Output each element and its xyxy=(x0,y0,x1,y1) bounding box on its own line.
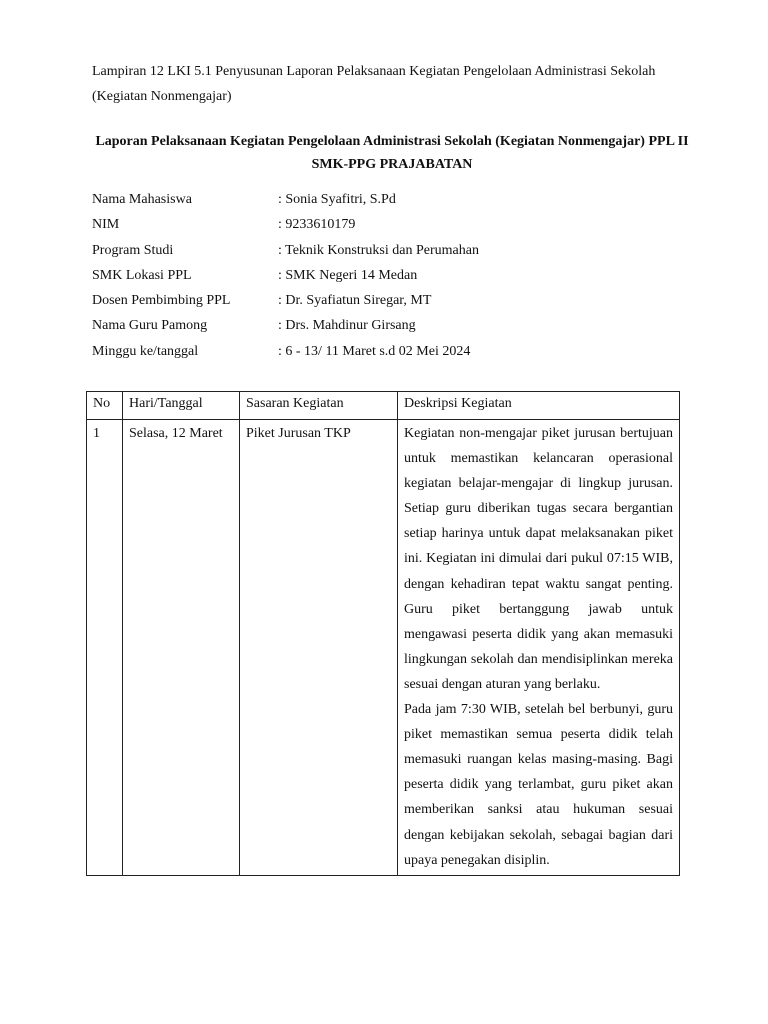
info-value: : SMK Negeri 14 Medan xyxy=(278,267,418,283)
cell-day: Selasa, 12 Maret xyxy=(123,420,240,876)
info-label: NIM xyxy=(92,217,120,233)
activity-table xyxy=(86,391,680,876)
info-row-nim xyxy=(92,212,692,237)
info-label: Program Studi xyxy=(92,242,174,258)
info-value: : 9233610179 xyxy=(278,217,356,233)
info-row-smk-lokasi xyxy=(92,263,692,288)
cell-description xyxy=(398,420,680,876)
description-paragraph: Kegiatan non-mengajar piket jurusan bertujuan untuk memastikan kelancaran operasional kegiatan belajar-mengajar di lingkup jurusan. Setiap guru diberikan tugas secara bergantian setiap harinya untuk dapat melaksanakan piket ini. Kegiatan ini dimulai dari pukul 07:15 WIB, dengan kehadiran tepat waktu sangat penting. Guru piket bertanggung jawab untuk mengawasi peserta didik yang akan memasuki lingkungan sekolah dan mendisiplinkan mereka sesuai dengan aturan yang berlaku. xyxy=(404,426,673,692)
report-title: Laporan Pelaksanaan Kegiatan Pengelolaan Administrasi Sekolah (Kegiatan Nonmengajar) PPL II SMK-PPG PRAJABATAN xyxy=(95,134,689,172)
info-label: Nama Guru Pamong xyxy=(92,318,208,334)
table-header-row xyxy=(87,392,680,420)
description-paragraph: Pada jam 7:30 WIB, setelah bel berbunyi, guru piket memastikan semua peserta didik telah memasuki ruangan kelas masing-masing. Bagi peserta didik yang terlambat, guru piket akan memberikan sanksi atau hukuman sesuai dengan kebijakan sekolah, sebagai bagian dari upaya penegakan disiplin. xyxy=(404,702,673,868)
info-label: SMK Lokasi PPL xyxy=(92,267,192,283)
column-header-deskripsi: Deskripsi Kegiatan xyxy=(398,392,680,420)
info-value: : Dr. Syafiatun Siregar, MT xyxy=(278,293,432,309)
info-label: Nama Mahasiswa xyxy=(92,192,192,207)
column-header-hari-tanggal: Hari/Tanggal xyxy=(123,392,240,420)
table-row xyxy=(87,420,680,876)
info-row-guru-pamong xyxy=(92,313,692,338)
info-value: : Sonia Syafitri, S.Pd xyxy=(278,192,396,207)
info-row-minggu-tanggal xyxy=(92,339,692,364)
column-header-no: No xyxy=(87,392,123,420)
student-info-block xyxy=(92,187,692,364)
info-label: Minggu ke/tanggal xyxy=(92,343,199,359)
cell-no: 1 xyxy=(87,420,123,876)
info-row-program-studi xyxy=(92,238,692,263)
info-value: : Teknik Konstruksi dan Perumahan xyxy=(278,242,479,258)
cell-target: Piket Jurusan TKP xyxy=(240,420,398,876)
appendix-header-note: Lampiran 12 LKI 5.1 Penyusunan Laporan Pelaksanaan Kegiatan Pengelolaan Administrasi Sekolah (Kegiatan Nonmengajar) xyxy=(92,64,656,104)
info-label: Dosen Pembimbing PPL xyxy=(92,293,231,309)
column-header-sasaran: Sasaran Kegiatan xyxy=(240,392,398,420)
info-row-nama-mahasiswa xyxy=(92,187,692,212)
info-value: : Drs. Mahdinur Girsang xyxy=(278,318,416,334)
info-row-dosen-pembimbing xyxy=(92,288,692,313)
info-value: : 6 - 13/ 11 Maret s.d 02 Mei 2024 xyxy=(278,343,471,359)
